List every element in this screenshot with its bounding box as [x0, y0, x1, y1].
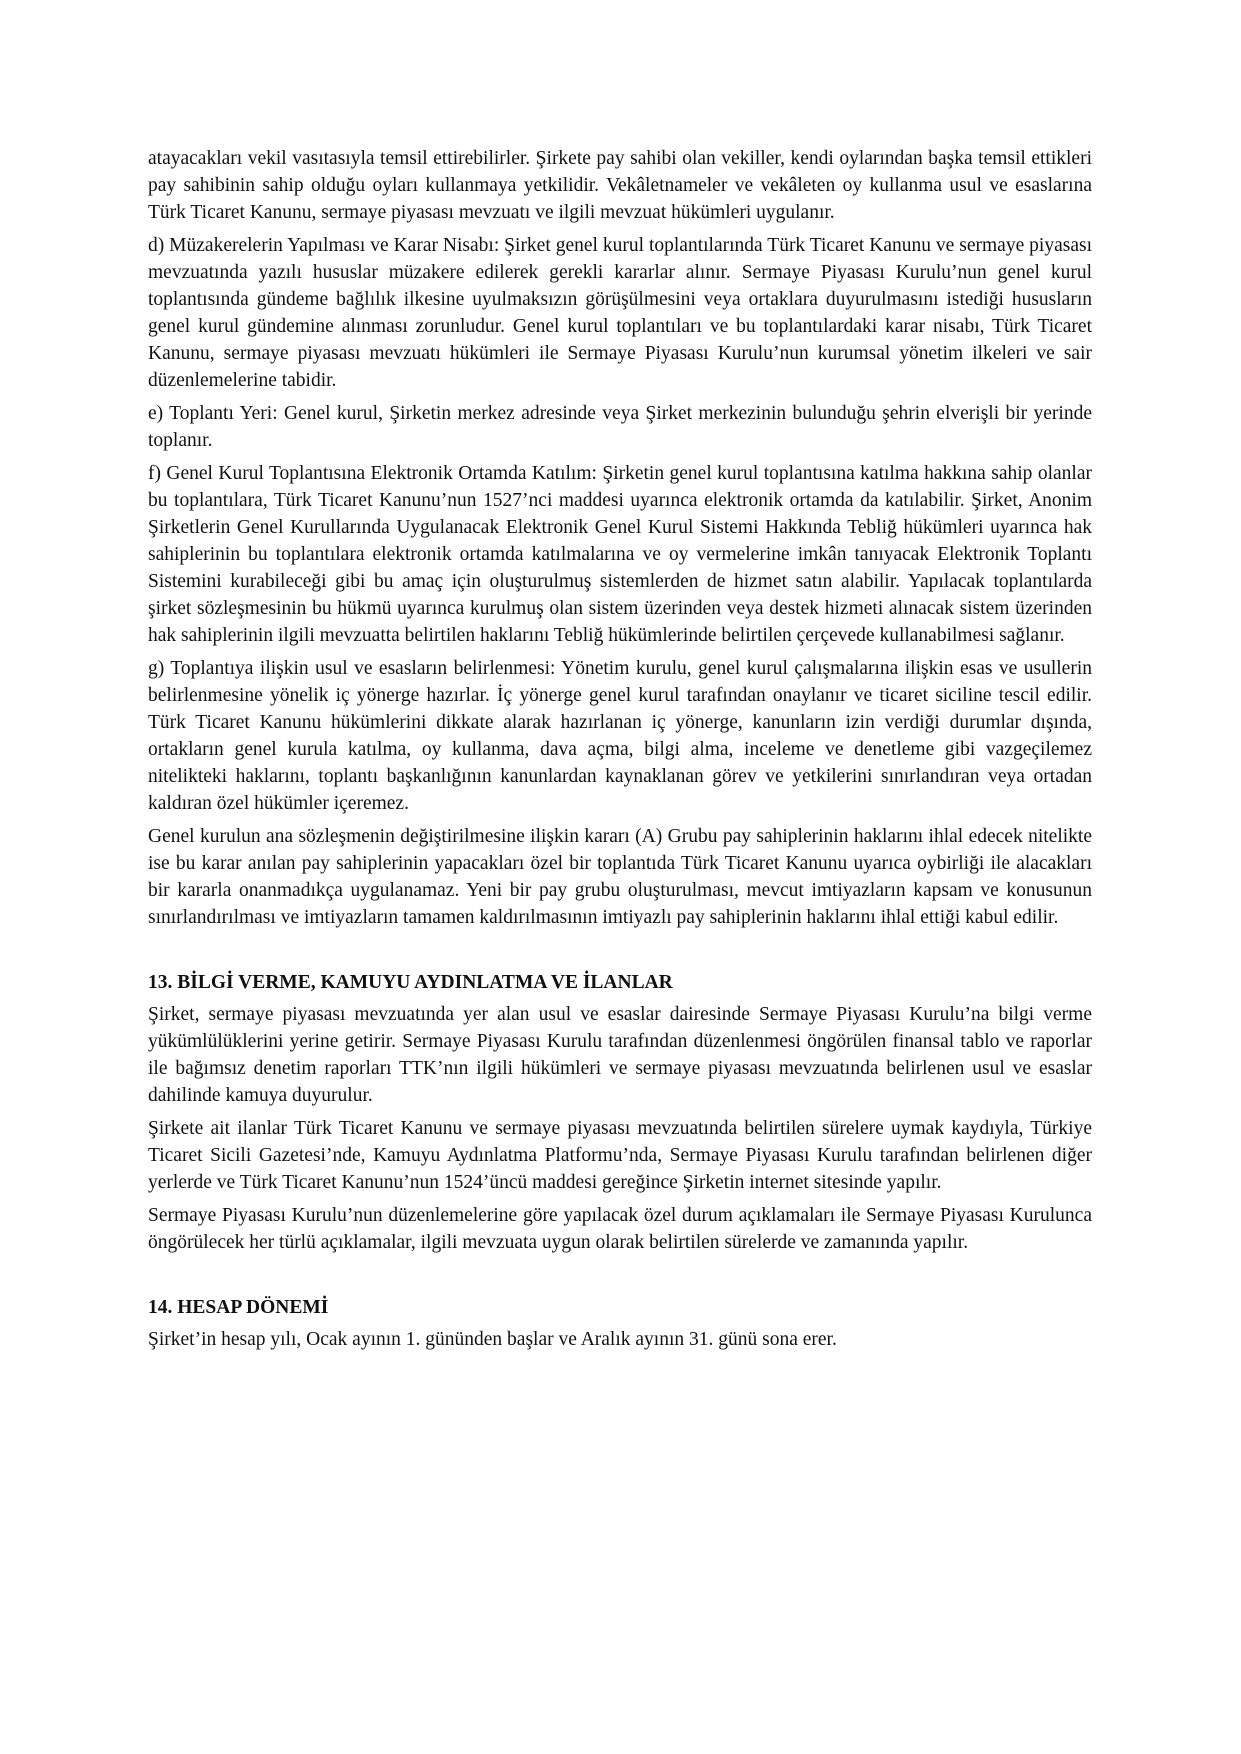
section-13-paragraph: Sermaye Piyasası Kurulu’nun düzenlemelerine göre yapılacak özel durum açıklamaları ile Sermaye Piyasası Kurulunca öngörülecek her türlü açıklamalar, ilgili mevzuata uygun olarak belirtilen sürelerde ve zamanında yapılır. [148, 1205, 1092, 1253]
paragraph-deliberation-quorum: d) Müzakerelerin Yapılması ve Karar Nisabı: Şirket genel kurul toplantılarında Türk Ticaret Kanunu ve sermaye piyasası mevzuatında yazılı hususlar müzakere edilerek gerekli kararlar alınır. Sermaye Piyasası Kurulu’nun genel kurul toplantısında gündeme bağlılık ilkesine uyulmaksızın görüşülmesini veya ortaklara duyurulmasını istediği hususların genel kurul gündemine alınması zorunludur. Genel kurul toplantıları ve bu toplantılardaki karar nisabı, Türk Ticaret Kanunu, sermaye piyasası mevzuatı hükümleri ile Sermaye Piyasası Kurulu’nun kurumsal yönetim ilkeleri ve sair düzenlemelerine tabidir. [148, 235, 1092, 391]
paragraph-internal-directive: g) Toplantıya ilişkin usul ve esasların belirlenmesi: Yönetim kurulu, genel kurul çalışmalarına ilişkin esas ve usullerin belirlenmesine yönelik iç yönerge hazırlar. İç yönerge genel kurul tarafından onaylanır ve ticaret siciline tescil edilir. Türk Ticaret Kanunu hükümlerini dikkate alarak hazırlanan iç yönerge, kanunların izin verdiği durumlar dışında, ortakların genel kurula katılma, oy kullanma, dava açma, bilgi alma, inceleme ve denetleme gibi vazgeçilemez nitelikteki haklarını, toplantı başkanlığının kanunlardan kaynaklanan görev ve yetkilerini sınırlandıran veya ortadan kaldıran özel hükümler içeremez. [148, 658, 1092, 814]
section-13-paragraph: Şirket, sermaye piyasası mevzuatında yer alan usul ve esaslar dairesinde Sermaye Piyasası Kurulu’na bilgi verme yükümlülüklerini yerine getirir. Sermaye Piyasası Kurulu tarafından düzenlenmesi öngörülen finansal tablo ve raporlar ile bağımsız denetim raporları TTK’nın ilgili hükümleri ve sermaye piyasası mevzuatında belirlenen usul ve esaslar dahilinde kamuya duyurulur. [148, 1004, 1092, 1106]
section-13-heading: 13. BİLGİ VERME, KAMUYU AYDINLATMA VE İLANLAR [148, 972, 673, 993]
document-page [148, 145, 1092, 1359]
paragraph-meeting-place: e) Toplantı Yeri: Genel kurul, Şirketin merkez adresinde veya Şirket merkezinin bulunduğu şehrin elverişli bir yerinde toplanır. [148, 403, 1092, 451]
paragraph-privileged-shares: Genel kurulun ana sözleşmenin değiştirilmesine ilişkin kararı (A) Grubu pay sahiplerinin haklarını ihlal edecek nitelikte ise bu karar anılan pay sahiplerinin yapacakları özel bir toplantıda Türk Ticaret Kanunu uyarıca oybirliği ile alacakları bir kararla onanmadıkça uygulanamaz. Yeni bir pay grubu oluşturulması, mevcut imtiyazların kapsam ve konusunun sınırlandırılması ve imtiyazların tamamen kaldırılmasının imtiyazlı pay sahiplerinin haklarını ihlal ettiği kabul edilir. [148, 826, 1092, 928]
paragraph-electronic-participation: f) Genel Kurul Toplantısına Elektronik Ortamda Katılım: Şirketin genel kurul toplantısına katılma hakkına sahip olanlar bu toplantılara, Türk Ticaret Kanunu’nun 1527’nci maddesi uyarınca elektronik ortamda da katılabilir. Şirket, Anonim Şirketlerin Genel Kurullarında Uygulanacak Elektronik Genel Kurul Sistemi Hakkında Tebliğ hükümleri uyarınca hak sahiplerinin bu toplantılara elektronik ortamda katılmalarına ve oy vermelerine imkân tanıyacak Elektronik Toplantı Sistemini kurabileceği gibi bu amaç için oluşturulmuş sistemlerden de hizmet satın alabilir. Yapılacak toplantılarda şirket sözleşmesinin bu hükmü uyarınca kurulmuş olan sistem üzerinden veya destek hizmeti alınacak sistem üzerinden hak sahiplerinin ilgili mevzuatta belirtilen haklarını Tebliğ hükümlerinde belirtilen çerçevede kullanabilmesi sağlanır. [148, 463, 1092, 646]
section-14-paragraph: Şirket’in hesap yılı, Ocak ayının 1. gününden başlar ve Aralık ayının 31. günü sona erer. [148, 1329, 837, 1350]
section-14-heading: 14. HESAP DÖNEMİ [148, 1297, 329, 1318]
section-13-paragraph: Şirkete ait ilanlar Türk Ticaret Kanunu ve sermaye piyasası mevzuatında belirtilen sürelere uymak kaydıyla, Türkiye Ticaret Sicili Gazetesi’nde, Kamuyu Aydınlatma Platformu’nda, Sermaye Piyasası Kurulu tarafından belirlenen diğer yerlerde ve Türk Ticaret Kanunu’nun 1524’üncü maddesi gereğince Şirketin internet sitesinde yapılır. [148, 1118, 1092, 1193]
paragraph-proxy-voting: atayacakları vekil vasıtasıyla temsil ettirebilirler. Şirkete pay sahibi olan vekiller, kendi oylarından başka temsil ettikleri pay sahibinin sahip olduğu oyları kullanmaya yetkilidir. Vekâletnameler ve vekâleten oy kullanma usul ve esaslarına Türk Ticaret Kanunu, sermaye piyasası mevzuatı ve ilgili mevzuat hükümleri uygulanır. [148, 148, 1092, 223]
